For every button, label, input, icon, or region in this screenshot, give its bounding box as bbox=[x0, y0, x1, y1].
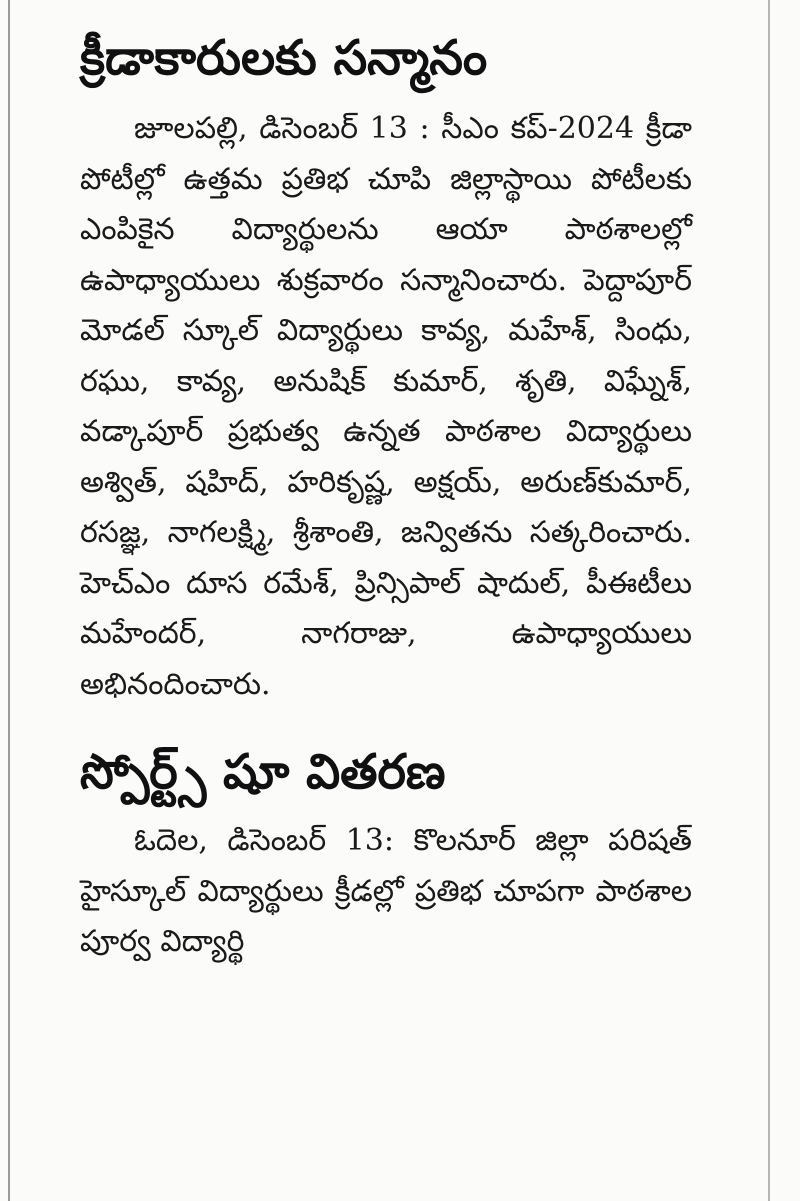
article-2-headline: స్పోర్ట్స్ షూ వితరణ bbox=[80, 744, 446, 800]
column-divider-right bbox=[768, 0, 770, 1201]
article-1-body: జూలపల్లి, డిసెంబర్ 13 : సీఎం కప్-2024 క్రీడా పోటీల్లో ఉత్తమ ప్రతిభ చూపి జిల్లాస్థాయి పోటీలకు ఎంపికైన విద్యార్థులను ఆయా పాఠశాలల్లో ఉపాధ్యాయులు శుక్రవారం సన్మానించారు. పెద్దాపూర్ మోడల్ స్కూల్ విద్యార్థులు కావ్య, మహేశ్, సింధు, రఘు, కావ్య, అనుషిక్ కుమార్, శృతి, విఘ్నేశ్, వడ్కాపూర్ ప్రభుత్వ ఉన్నత పాఠశాల విద్యార్థులు అశ్విత్, షహిద్, హరికృష్ణ, అక్షయ్, అరుణ్‌కుమార్, రసజ్ఞ, నాగలక్ష్మి, శ్రీశాంతి, జన్వితను సత్కరించారు. హెచ్‌ఎం దూస రమేశ్, ప్రిన్సిపాల్ షాదుల్, పీఈటీలు మహేందర్, నాగరాజు, ఉపాధ్యాయులు అభినందించారు. bbox=[80, 111, 692, 702]
article-2-body: ఓదెల, డిసెంబర్ 13: కొలనూర్ జిల్లా పరిషత్ హైస్కూల్ విద్యార్థులు క్రీడల్లో ప్రతిభ చూపగా పాఠశాల పూర్వ విద్యార్థి bbox=[80, 823, 692, 959]
article-1-headline: క్రీడాకారులకు సన్మానం bbox=[80, 30, 488, 86]
article-column bbox=[80, 26, 692, 968]
column-divider-left bbox=[8, 0, 10, 1201]
